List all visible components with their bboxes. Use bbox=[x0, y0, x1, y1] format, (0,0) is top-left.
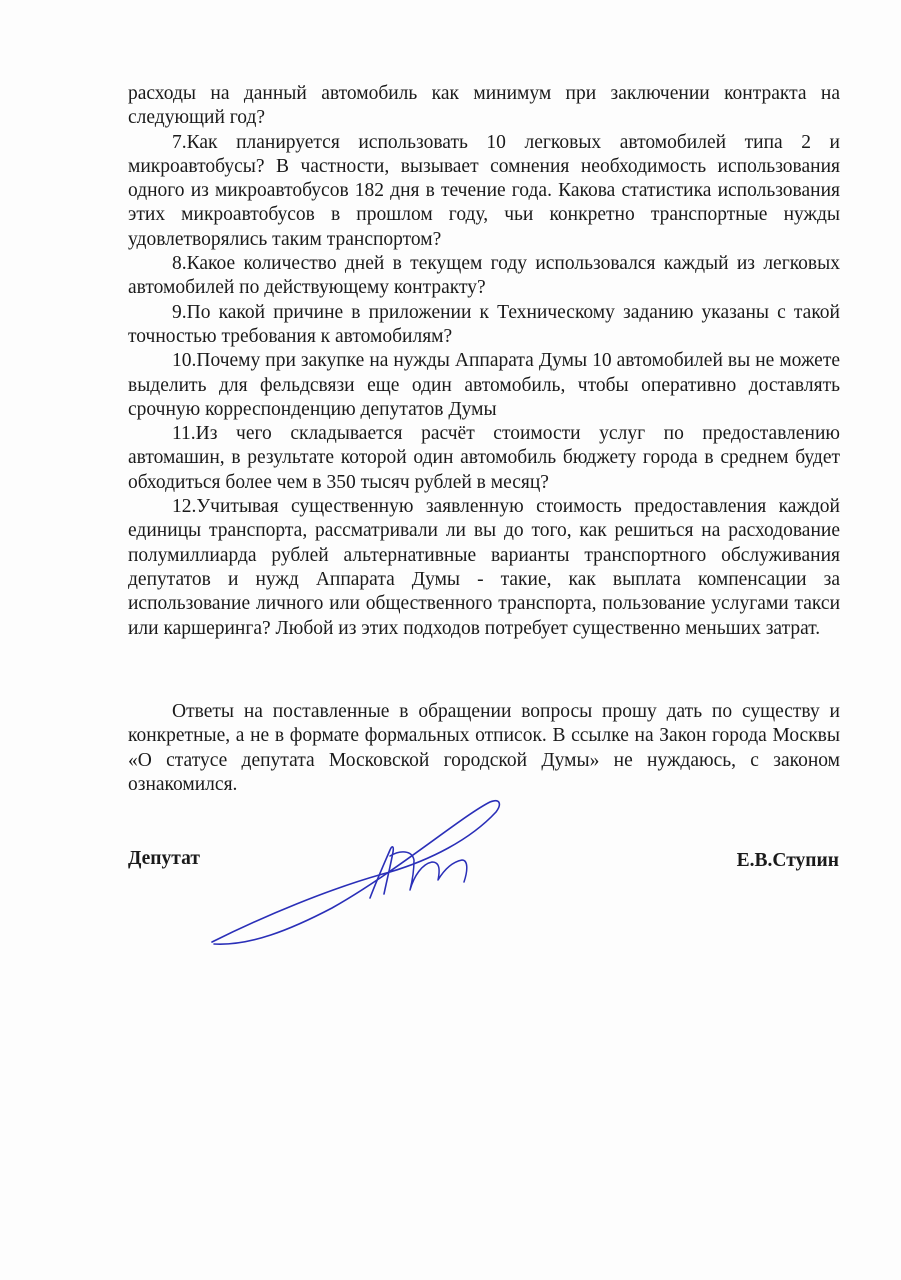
signature-name: Е.В.Ступин bbox=[736, 850, 839, 871]
document-body bbox=[128, 82, 840, 641]
handwritten-signature bbox=[200, 790, 520, 960]
question-8: 8.Какое количество дней в текущем году использовался каждый из легковых автомобилей по действующему контракту? bbox=[128, 253, 840, 299]
question-9: 9.По какой причине в приложении к Техническому заданию указаны с такой точностью требования к автомобилям? bbox=[128, 301, 840, 347]
signature-role: Депутат bbox=[128, 848, 200, 869]
question-11: 11.Из чего складывается расчёт стоимости услуг по предоставлению автомашин, в результате которой один автомобиль бюджету города в среднем будет обходиться более чем в 350 тысяч рублей в месяц? bbox=[128, 423, 840, 493]
closing-paragraph: Ответы на поставленные в обращении вопросы прошу дать по существу и конкретные, а не в формате формальных отписок. В ссылке на Закон города Москвы «О статусе депутата Московской городской Думы» не нуждаюсь, с законом ознакомился. bbox=[128, 701, 840, 795]
paragraph-continuation: расходы на данный автомобиль как минимум при заключении контракта на следующий год? bbox=[128, 83, 840, 129]
question-12: 12.Учитывая существенную заявленную стоимость предоставления каждой единицы транспорта, рассматривали ли вы до того, как решиться на расходование полумиллиарда рублей альтернативные варианты транспортного обслуживания депутатов и нужд Аппарата Думы - такие, как выплата компенсации за использование личного или общественного транспорта, пользование услугами такси или каршеринга? Любой из этих подходов потребует существенно меньших затрат. bbox=[128, 496, 840, 639]
question-10: 10.Почему при закупке на нужды Аппарата Думы 10 автомобилей вы не можете выделить для фельдсвязи еще один автомобиль, чтобы оперативно доставлять срочную корреспонденцию депутатов Думы bbox=[128, 350, 840, 420]
question-7: 7.Как планируется использовать 10 легковых автомобилей типа 2 и микроавтобусы? В частности, вызывает сомнения необходимость использования одного из микроавтобусов 182 дня в течение года. Какова статистика использования этих микроавтобусов в прошлом году, чьи конкретно транспортные нужды удовлетворялись таким транспортом? bbox=[128, 131, 840, 250]
